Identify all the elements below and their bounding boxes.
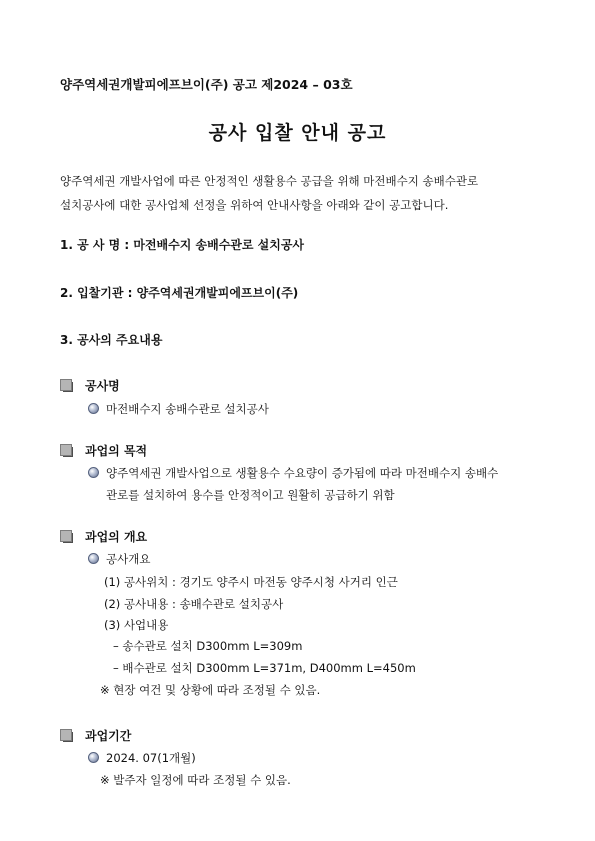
- page-title: 공사 입찰 안내 공고: [208, 122, 387, 144]
- list-item: 마전배수지 송배수관로 설치공사: [88, 398, 269, 420]
- list-item: 2024. 07(1개월): [88, 747, 196, 769]
- square-bullet-icon: [60, 379, 73, 392]
- ball-bullet-icon: [88, 403, 99, 414]
- subsection-period: [60, 727, 131, 744]
- subsection-heading: 공사명: [85, 379, 120, 393]
- subsection-heading: 과업의 목적: [85, 444, 148, 458]
- subsection-heading: 과업의 개요: [85, 530, 148, 544]
- square-bullet-icon: [60, 530, 73, 543]
- section-project-title: 1. 공 사 명 : 마전배수지 송배수관로 설치공사: [60, 238, 305, 252]
- overview-note: ※ 현장 여건 및 상황에 따라 조정될 수 있음.: [100, 683, 321, 697]
- list-item: 양주역세권 개발사업으로 생활용수 수요량이 증가됨에 따라 마전배수지 송배수 관로를 설치하여 용수를 안정적이고 원활히 공급하기 위함: [88, 462, 498, 506]
- overview-scope: (3) 사업내용: [104, 618, 169, 632]
- period-note: ※ 발주자 일정에 따라 조정될 수 있음.: [100, 773, 291, 787]
- section-bidding-agency: 2. 입찰기관 : 양주역세권개발피에프브이(주): [60, 286, 299, 300]
- overview-supply-pipe: – 송수관로 설치 D300mm L=309m: [113, 639, 303, 653]
- ball-bullet-icon: [88, 553, 99, 564]
- ball-bullet-icon: [88, 467, 99, 478]
- subsection-project-name: [60, 377, 120, 394]
- intro-line: 설치공사에 대한 공사업체 선정을 위하여 안내사항을 아래와 같이 공고합니다.: [60, 198, 449, 212]
- overview-location: (1) 공사위치 : 경기도 양주시 마전동 양주시청 사거리 인근: [104, 575, 398, 589]
- subsection-overview: [60, 528, 147, 545]
- subsection-heading: 과업기간: [85, 729, 132, 743]
- subsection-purpose: [60, 442, 147, 459]
- overview-distribution-pipe: – 배수관로 설치 D300mm L=371m, D400mm L=450m: [113, 661, 416, 675]
- intro-line: 양주역세권 개발사업에 따른 안정적인 생활용수 공급을 위해 마전배수지 송배수관로: [60, 174, 479, 188]
- square-bullet-icon: [60, 729, 73, 742]
- overview-content: (2) 공사내용 : 송배수관로 설치공사: [104, 597, 284, 611]
- notice-number: 양주역세권개발피에프브이(주) 공고 제2024 – 03호: [60, 77, 353, 92]
- square-bullet-icon: [60, 444, 73, 457]
- section-main-content: 3. 공사의 주요내용: [60, 333, 163, 347]
- intro-paragraph: [60, 169, 478, 217]
- list-item: 공사개요: [88, 548, 150, 570]
- ball-bullet-icon: [88, 752, 99, 763]
